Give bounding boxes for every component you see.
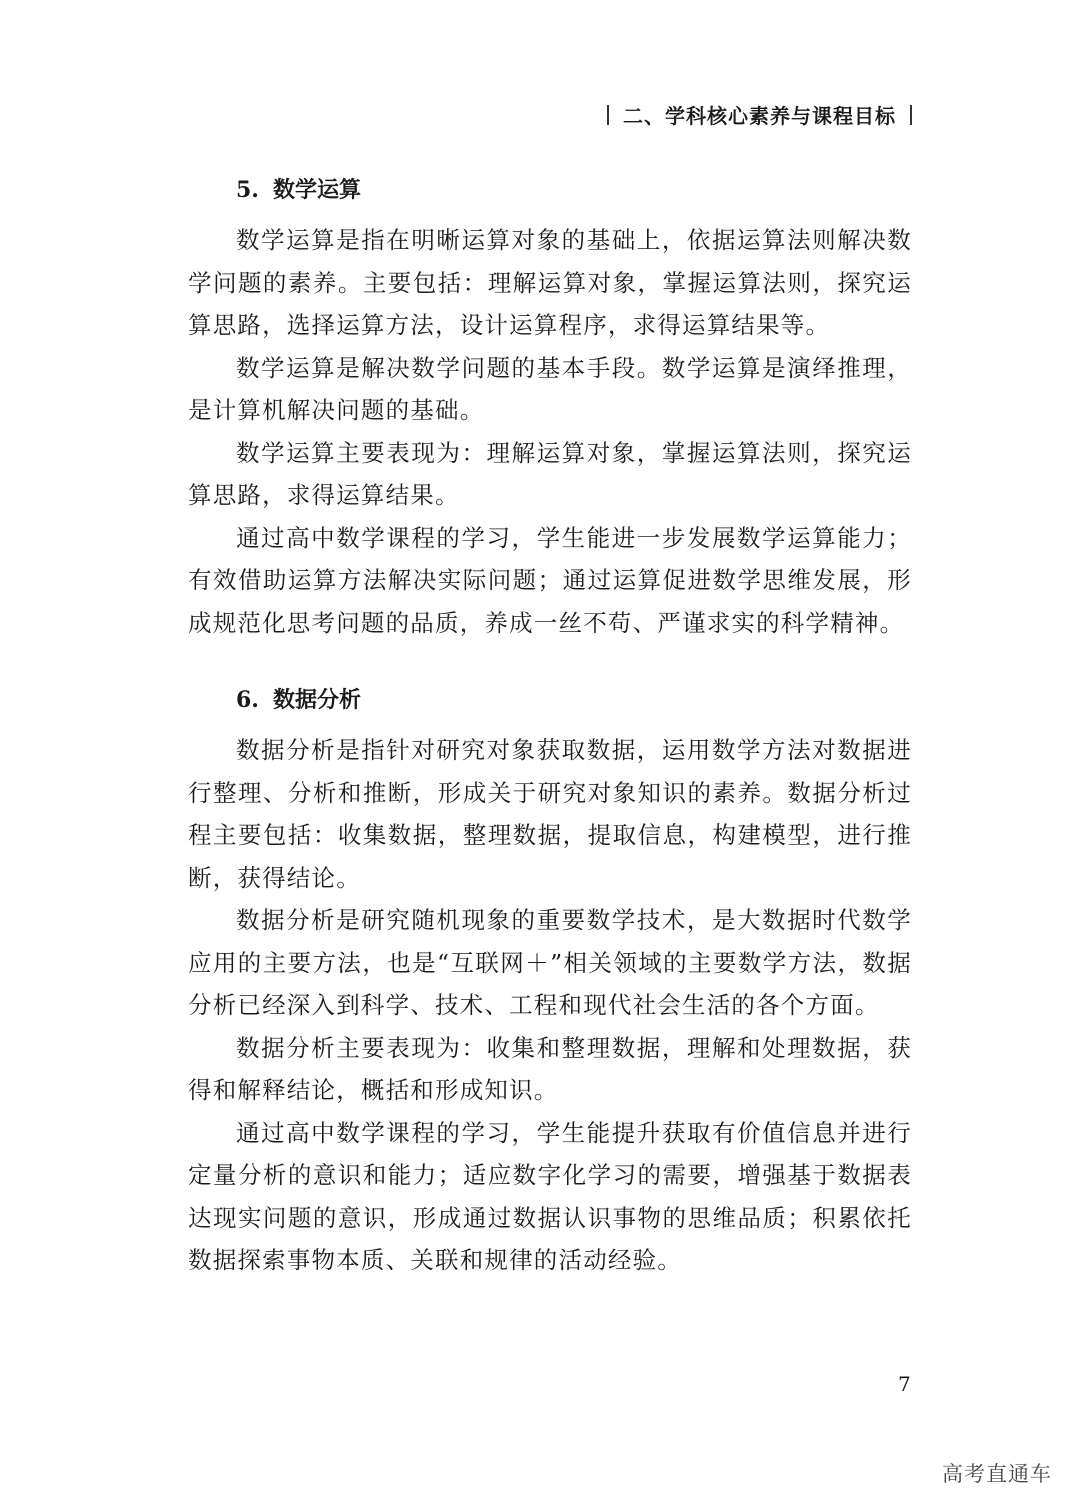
section-title-text: 数据分析 [272,688,361,713]
paragraph: 数据分析是指针对研究对象获取数据，运用数学方法对数据进行整理、分析和推断，形成关于研究对象知识的素养。数据分析过程主要包括：收集数据，整理数据，提取信息，构建模型，进行推断，获得结论。 [188,736,912,892]
section-number: 5. [236,177,259,203]
section-data-analysis [188,678,912,1282]
paragraph: 数据分析主要表现为：收集和整理数据，理解和处理数据，获得和解释结论，概括和形成知识。 [188,1033,912,1104]
section-math-operation [188,168,912,644]
paragraph: 通过高中数学课程的学习，学生能提升获取有价值信息并进行定量分析的意识和能力；适应数字化学习的需要，增强基于数据表达现实问题的意识，形成通过数据认识事物的思维品质；积累依托数据探索事物本质、关联和规律的活动经验。 [188,1118,912,1274]
paragraph: 数据分析是研究随机现象的重要数学技术，是大数据时代数学应用的主要方法，也是“互联网＋”相关领域的主要数学方法，数据分析已经深入到科学、技术、工程和现代社会生活的各个方面。 [188,906,912,1019]
page-content [188,168,912,1282]
header-left-bar [607,105,609,125]
page-number: 7 [898,1372,911,1396]
paragraph: 数学运算是指在明晰运算对象的基础上，依据运算法则解决数学问题的素养。主要包括：理解运算对象，掌握运算法则，探究运算思路，选择运算方法，设计运算程序，求得运算结果等。 [188,226,912,339]
paragraph: 数学运算是解决数学问题的基本手段。数学运算是演绎推理，是计算机解决问题的基础。 [188,353,912,424]
running-header [607,100,912,129]
section-title [236,678,912,723]
paragraph: 通过高中数学课程的学习，学生能进一步发展数学运算能力；有效借助运算方法解决实际问题；通过运算促进数学思维发展，形成规范化思考问题的品质，养成一丝不苟、严谨求实的科学精神。 [188,523,912,637]
header-right-bar [910,105,912,125]
section-title-text: 数学运算 [272,178,361,203]
header-text: 二、学科核心素养与课程目标 [623,104,896,128]
watermark: 高考直通车 [942,1462,1052,1486]
section-title [236,168,912,213]
paragraph: 数学运算主要表现为：理解运算对象，掌握运算法则，探究运算思路，求得运算结果。 [188,438,912,509]
section-number: 6. [236,687,259,713]
